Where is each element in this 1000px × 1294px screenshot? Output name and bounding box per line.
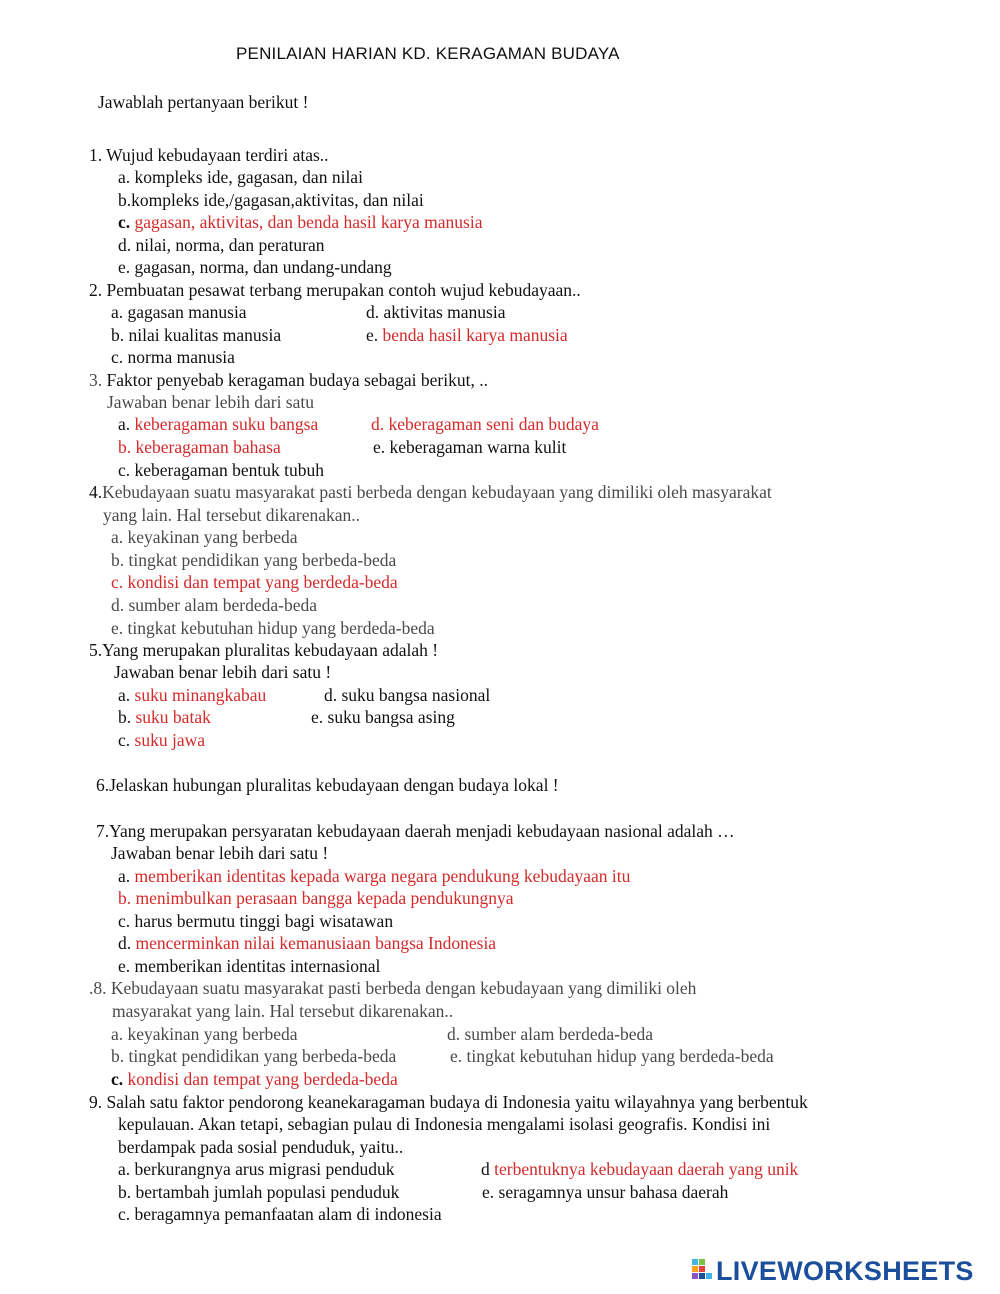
q3-option-a[interactable] — [118, 413, 318, 435]
q1-option-d[interactable]: d. nilai, norma, dan peraturan — [118, 235, 325, 255]
q8-option-c-letter: c. — [111, 1069, 124, 1089]
q5-option-a[interactable] — [118, 684, 266, 706]
q5-option-b[interactable] — [118, 706, 211, 728]
q4-option-a[interactable]: a. keyakinan yang berbeda — [111, 527, 298, 547]
q1-stem: 1. Wujud kebudayaan terdiri atas.. — [89, 145, 329, 165]
q1-option-c-letter: c. — [118, 212, 131, 232]
liveworksheets-logo[interactable] — [692, 1256, 974, 1286]
q8-option-c-text: kondisi dan tempat yang berdeda-beda — [123, 1069, 398, 1089]
q2-option-e[interactable] — [366, 324, 568, 346]
liveworksheets-logo-icon — [692, 1258, 714, 1284]
q5-option-d[interactable]: d. suku bangsa nasional — [324, 685, 491, 705]
q1-option-e[interactable]: e. gagasan, norma, dan undang-undang — [118, 257, 392, 277]
q3-option-e[interactable]: e. keberagaman warna kulit — [373, 437, 567, 457]
q2-option-c[interactable]: c. norma manusia — [111, 347, 235, 367]
q4-stem-text: Kebudayaan suatu masyarakat pasti berbeda dengan kebudayaan yang dimiliki oleh masyarakat — [102, 482, 772, 502]
q2-option-a[interactable]: a. gagasan manusia — [111, 302, 247, 322]
q3-note: Jawaban benar lebih dari satu — [107, 392, 315, 412]
q2-option-d[interactable]: d. aktivitas manusia — [366, 302, 506, 322]
q2-option-b[interactable]: b. nilai kualitas manusia — [111, 325, 282, 345]
q8-stem-line2: masyarakat yang lain. Hal tersebut dikarenakan.. — [112, 1001, 454, 1021]
q5-option-e[interactable]: e. suku bangsa asing — [311, 707, 455, 727]
q5-note: Jawaban benar lebih dari satu ! — [114, 662, 332, 682]
q5-option-b-text: suku batak — [131, 707, 211, 727]
q4-option-b[interactable]: b. tingkat pendidikan yang berbeda-beda — [111, 550, 397, 570]
q3-option-a-letter: a. — [118, 414, 131, 434]
liveworksheets-logo-text: LIVEWORKSHEETS — [716, 1255, 974, 1286]
q9-stem-line3: berdampak pada sosial penduduk, yaitu.. — [118, 1137, 404, 1157]
q7-option-a-letter: a. — [118, 866, 131, 886]
q1-option-b[interactable]: b.kompleks ide,/gagasan,aktivitas, dan nilai — [118, 190, 424, 210]
q3-option-b[interactable]: b. keberagaman bahasa — [118, 437, 281, 457]
q9-stem-line1: 9. Salah satu faktor pendorong keanekaragaman budaya di Indonesia yaitu wilayahnya yang berbentuk — [89, 1092, 808, 1112]
q4-stem-line1 — [89, 481, 772, 503]
q7-option-b[interactable]: b. menimbulkan perasaan bangga kepada pendukungnya — [118, 888, 514, 908]
q1-option-a[interactable]: a. kompleks ide, gagasan, dan nilai — [118, 167, 363, 187]
q8-option-b[interactable]: b. tingkat pendidikan yang berbeda-beda — [111, 1046, 397, 1066]
q7-note: Jawaban benar lebih dari satu ! — [111, 843, 329, 863]
q2-option-e-letter: e. — [366, 325, 379, 345]
q2-option-e-text: benda hasil karya manusia — [378, 325, 568, 345]
q7-option-e[interactable]: e. memberikan identitas internasional — [118, 956, 381, 976]
q8-stem-line1: .8. Kebudayaan suatu masyarakat pasti berbeda dengan kebudayaan yang dimiliki oleh — [89, 978, 697, 998]
q7-option-a-text: memberikan identitas kepada warga negara pendukung kebudayaan itu — [130, 866, 631, 886]
q9-option-d-text: terbentuknya kebudayaan daerah yang unik — [489, 1159, 799, 1179]
q3-option-d[interactable]: d. keberagaman seni dan budaya — [371, 414, 599, 434]
q3-stem-number: 3. — [89, 370, 103, 390]
q7-option-d[interactable] — [118, 932, 496, 954]
q4-stem-line2: yang lain. Hal tersebut dikarenakan.. — [103, 505, 361, 525]
q5-option-c-letter: c. — [118, 730, 131, 750]
q4-option-d[interactable]: d. sumber alam berdeda-beda — [111, 595, 318, 615]
q1-option-c-text: gagasan, aktivitas, dan benda hasil karya manusia — [130, 212, 483, 232]
q5-option-a-text: suku minangkabau — [130, 685, 267, 705]
q1-option-c[interactable] — [118, 211, 482, 233]
q3-stem-text: Faktor penyebab keragaman budaya sebagai berikut, .. — [102, 370, 488, 390]
q3-option-a-text: keberagaman suku bangsa — [130, 414, 319, 434]
q4-option-e[interactable]: e. tingkat kebutuhan hidup yang berdeda-beda — [111, 618, 435, 638]
q7-option-c[interactable]: c. harus bermutu tinggi bagi wisatawan — [118, 911, 394, 931]
q9-option-e[interactable]: e. seragamnya unsur bahasa daerah — [482, 1182, 729, 1202]
q9-option-a[interactable]: a. berkurangnya arus migrasi penduduk — [118, 1159, 395, 1179]
q3-option-c[interactable]: c. keberagaman bentuk tubuh — [118, 460, 325, 480]
q7-stem: 7.Yang merupakan persyaratan kebudayaan daerah menjadi kebudayaan nasional adalah … — [96, 821, 735, 841]
q8-option-e[interactable]: e. tingkat kebutuhan hidup yang berdeda-beda — [450, 1046, 774, 1066]
q9-stem-line2: kepulauan. Akan tetapi, sebagian pulau di Indonesia mengalami isolasi geografis. Kondisi ini — [118, 1114, 771, 1134]
q9-option-b[interactable]: b. bertambah jumlah populasi penduduk — [118, 1182, 400, 1202]
q6-stem: 6.Jelaskan hubungan pluralitas kebudayaan dengan budaya lokal ! — [96, 775, 559, 795]
q8-option-c[interactable] — [111, 1068, 398, 1090]
q5-option-c-text: suku jawa — [130, 730, 206, 750]
q7-option-d-letter: d. — [118, 933, 132, 953]
q5-option-b-letter: b. — [118, 707, 132, 727]
q5-option-a-letter: a. — [118, 685, 131, 705]
q9-option-d-letter: d — [481, 1159, 490, 1179]
q7-option-d-text: mencerminkan nilai kemanusiaan bangsa Indonesia — [131, 933, 497, 953]
q4-option-c[interactable]: c. kondisi dan tempat yang berdeda-beda — [111, 572, 398, 592]
instruction: Jawablah pertanyaan berikut ! — [98, 92, 309, 112]
q8-option-a[interactable]: a. keyakinan yang berbeda — [111, 1024, 298, 1044]
q5-option-c[interactable] — [118, 729, 205, 751]
q4-stem-number: 4. — [89, 482, 103, 502]
q3-stem — [89, 369, 488, 391]
q2-stem: 2. Pembuatan pesawat terbang merupakan contoh wujud kebudayaan.. — [89, 280, 581, 300]
q7-option-a[interactable] — [118, 865, 630, 887]
q8-option-d[interactable]: d. sumber alam berdeda-beda — [447, 1024, 654, 1044]
q5-stem: 5.Yang merupakan pluralitas kebudayaan adalah ! — [89, 640, 439, 660]
page-title: PENILAIAN HARIAN KD. KERAGAMAN BUDAYA — [236, 44, 620, 63]
q9-option-c[interactable]: c. beragamnya pemanfaatan alam di indonesia — [118, 1204, 442, 1224]
q9-option-d[interactable] — [481, 1158, 798, 1180]
